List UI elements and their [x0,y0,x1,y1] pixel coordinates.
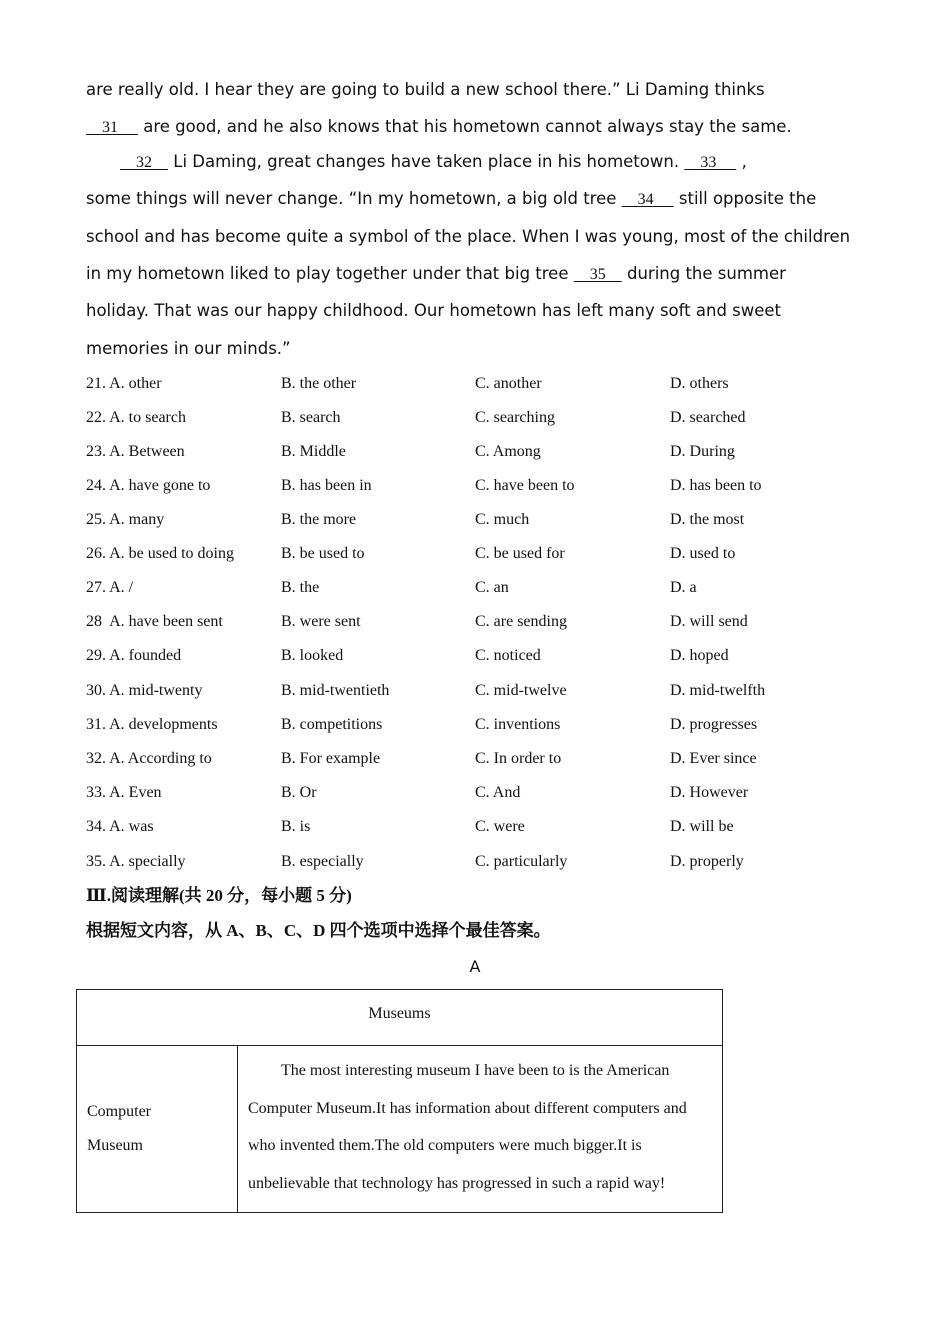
q35-option-a: 35. A. specially [86,853,186,870]
q29-option-b: B. looked [281,647,344,664]
q26-option-c: C. be used for [475,545,565,562]
q22-option-d: D. searched [670,409,746,426]
q21-option-c: C. another [475,375,542,392]
q30-option-b: B. mid-twentieth [281,682,390,699]
q22-option-a: 22. A. to search [86,409,186,426]
q31-option-a: 31. A. developments [86,716,218,733]
q26-option-d: D. used to [670,545,736,562]
table-row [77,1046,723,1213]
q24-option-c: C. have been to [475,477,575,494]
q31-option-b: B. competitions [281,716,383,733]
q25-option-b: B. the more [281,511,357,528]
blank-33: 33 [700,154,717,171]
q23-option-c: C. Among [475,443,541,460]
q32-option-d: D. Ever since [670,750,757,767]
blank-35: 35 [589,266,606,283]
museum-name-line-1: Computer [87,1103,151,1120]
q29-option-d: D. hoped [670,647,729,664]
q35-option-b: B. especially [281,853,364,870]
passage-line-2: 31 are good, and he also knows that his hometown cannot always stay the same. [86,117,792,138]
q27-option-c: C. an [475,579,509,596]
section-heading: Ⅲ.阅读理解(共 20 分，每小题 5 分) [86,886,352,905]
museum-table [76,989,723,1213]
description-line-1: The most interesting museum I have been to is the American [281,1062,670,1079]
blank-31: 31 [102,119,118,136]
description-line-3: who invented them.The old computers were much bigger.It is [248,1137,642,1154]
q27-option-a: 27. A. / [86,579,134,596]
q24-option-a: 24. A. have gone to [86,477,211,494]
q32-option-c: C. In order to [475,750,562,767]
q28-option-b: B. were sent [281,613,361,630]
q30-option-c: C. mid-twelve [475,682,567,699]
q27-option-b: B. the [281,579,320,596]
q28-option-c: C. are sending [475,613,567,630]
q23-option-d: D. During [670,443,735,460]
part-label: A [469,957,481,976]
q33-option-d: D. However [670,784,749,801]
q21-option-d: D. others [670,375,729,392]
q27-option-d: D. a [670,579,697,596]
q29-option-a: 29. A. founded [86,647,182,664]
q35-option-c: C. particularly [475,853,568,870]
q25-option-d: D. the most [670,511,745,528]
q24-option-b: B. has been in [281,477,372,494]
passage-line-7: holiday. That was our happy childhood. Our hometown has left many soft and sweet [86,301,782,320]
q32-option-b: B. For example [281,750,381,767]
q31-option-c: C. inventions [475,716,561,733]
passage-line-1: are really old. I hear they are going to build a new school there.” Li Daming thinks [86,80,765,99]
q35-option-d: D. properly [670,853,744,870]
q22-option-b: B. search [281,409,341,426]
passage-line-3: 32 Li Daming, great changes have taken place in his hometown. 33 , [120,152,747,173]
q23-option-a: 23. A. Between [86,443,185,460]
museum-name-line-2: Museum [87,1137,143,1154]
section-instruction: 根据短文内容，从 A、B、C、D 四个选项中选择个最佳答案。 [86,921,551,940]
q25-option-a: 25. A. many [86,511,165,528]
q32-option-a: 32. A. According to [86,750,212,767]
museum-description-cell [238,1046,723,1213]
q21-option-a: 21. A. other [86,375,162,392]
q30-option-d: D. mid-twelfth [670,682,766,699]
q26-option-a: 26. A. be used to doing [86,545,234,562]
q21-option-b: B. the other [281,375,357,392]
q22-option-c: C. searching [475,409,555,426]
q28-option-d: D. will send [670,613,748,630]
q30-option-a: 30. A. mid-twenty [86,682,203,699]
blank-32: 32 [136,154,152,171]
passage-line-5: school and has become quite a symbol of the place. When I was young, most of the children [86,227,851,246]
description-line-2: Computer Museum.It has information about different computers and [248,1099,687,1117]
q34-option-c: C. were [475,818,525,835]
q25-option-c: C. much [475,511,530,528]
q34-option-d: D. will be [670,818,734,835]
museum-name-cell [77,1046,238,1213]
q33-option-a: 33. A. Even [86,784,162,801]
q34-option-b: B. is [281,818,311,835]
passage-line-4: some things will never change. “In my hometown, a big old tree 34 still opposite the [86,189,817,208]
description-line-4: unbelievable that technology has progressed in such a rapid way! [248,1174,666,1192]
table-header: Museums [77,990,723,1046]
q28-option-a: 28 A. have been sent [86,613,223,630]
passage-line-6: in my hometown liked to play together under that big tree 35 during the summer [86,264,786,283]
q26-option-b: B. be used to [281,545,365,562]
q34-option-a: 34. A. was [86,818,154,835]
q24-option-d: D. has been to [670,477,762,494]
q31-option-d: D. progresses [670,716,758,733]
passage-line-8: memories in our minds.” [86,339,291,358]
blank-34: 34 [637,191,654,208]
q23-option-b: B. Middle [281,443,346,460]
q33-option-b: B. Or [281,784,317,801]
q33-option-c: C. And [475,784,521,801]
q29-option-c: C. noticed [475,647,541,664]
